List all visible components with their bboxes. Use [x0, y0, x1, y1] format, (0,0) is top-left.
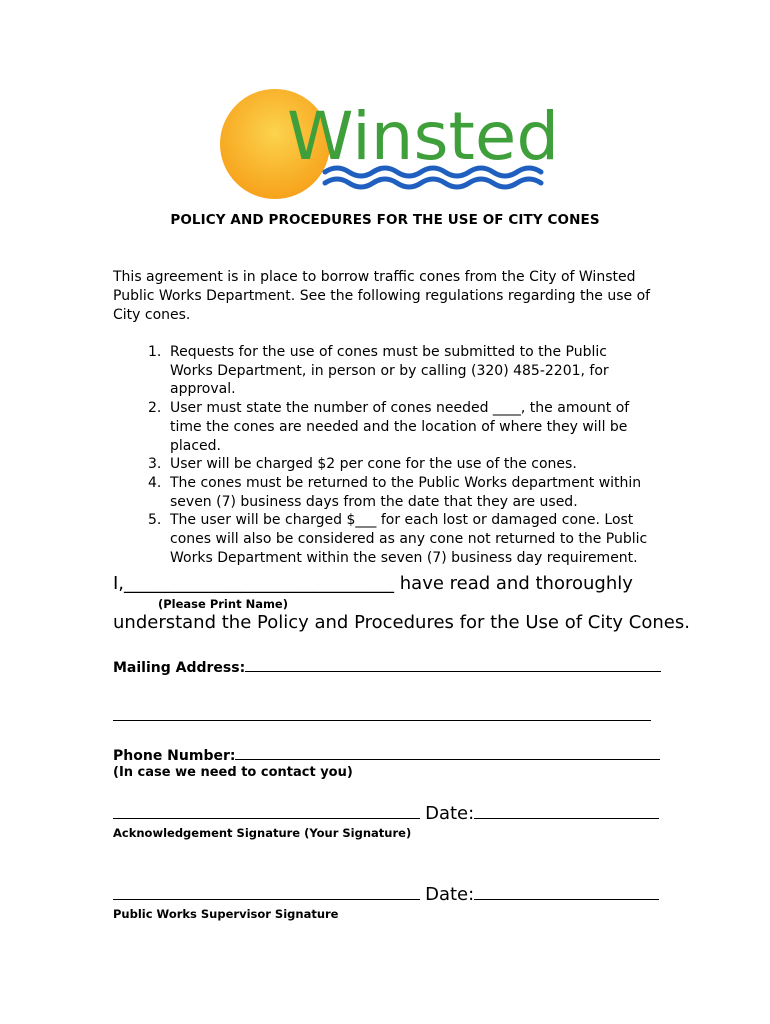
list-item [148, 343, 648, 399]
mailing-address-field-2[interactable] [113, 719, 651, 721]
rule-text: The user will be charged $___ for each lost or damaged cone. Lost cones will also be considered as any cone not returned to the Public Works Department within the seven (7) business day requirement. [170, 512, 648, 566]
mailing-address-row-2 [113, 706, 651, 725]
rule-number: 3. [148, 456, 162, 473]
list-item [148, 399, 648, 455]
rules-list [148, 343, 648, 567]
rule-text: User must state the number of cones needed ____, the amount of time the cones are needed and the location of where they will be placed. [170, 400, 630, 454]
date-field[interactable] [474, 898, 659, 900]
acknowledgement-signature-row [113, 803, 659, 824]
print-name-note: (Please Print Name) [158, 597, 288, 611]
acknowledgement-line [113, 573, 633, 594]
supervisor-signature-label: Public Works Supervisor Signature [113, 907, 339, 921]
list-item [148, 474, 648, 511]
phone-number-label: Phone Number: [113, 748, 236, 764]
ack-prefix: I, [113, 573, 125, 594]
rule-text: Requests for the use of cones must be submitted to the Public Works Department, in person or by calling (320) 485-2201, for approval. [170, 344, 609, 398]
winsted-logo [210, 84, 560, 204]
phone-note: (In case we need to contact you) [113, 765, 353, 780]
date-field[interactable] [474, 817, 659, 819]
phone-number-field[interactable] [235, 758, 660, 760]
mailing-address-row [113, 657, 661, 676]
acknowledgement-line-2: understand the Policy and Procedures for the Use of City Cones. [113, 612, 690, 633]
ack-suffix: have read and thoroughly [394, 573, 633, 594]
intro-paragraph: This agreement is in place to borrow traffic cones from the City of Winsted Public Works Department. See the following regulations regarding the use of City cones. [113, 269, 651, 323]
date-label: Date: [425, 803, 475, 824]
rule-text: The cones must be returned to the Public Works department within seven (7) business days from the date that they are used. [170, 474, 642, 510]
phone-number-row [113, 745, 660, 764]
mailing-address-label: Mailing Address: [113, 660, 246, 676]
acknowledgement-signature-label: Acknowledgement Signature (Your Signature) [113, 826, 412, 840]
list-item [148, 511, 648, 567]
supervisor-signature-field[interactable] [113, 898, 420, 900]
mailing-address-field[interactable] [245, 670, 661, 672]
logo-wordmark: Winsted [287, 98, 560, 175]
date-label: Date: [425, 884, 475, 905]
rule-number: 4. [148, 474, 162, 491]
rule-number: 2. [148, 400, 162, 417]
print-name-field[interactable]: ______________________________ [124, 573, 395, 594]
rule-text: User will be charged $2 per cone for the use of the cones. [170, 456, 577, 473]
supervisor-signature-row [113, 884, 659, 905]
rule-number: 1. [148, 344, 162, 360]
rule-number: 5. [148, 512, 162, 529]
acknowledgement-signature-field[interactable] [113, 817, 420, 819]
list-item [148, 455, 648, 474]
page-title: POLICY AND PROCEDURES FOR THE USE OF CITY CONES [170, 212, 600, 228]
